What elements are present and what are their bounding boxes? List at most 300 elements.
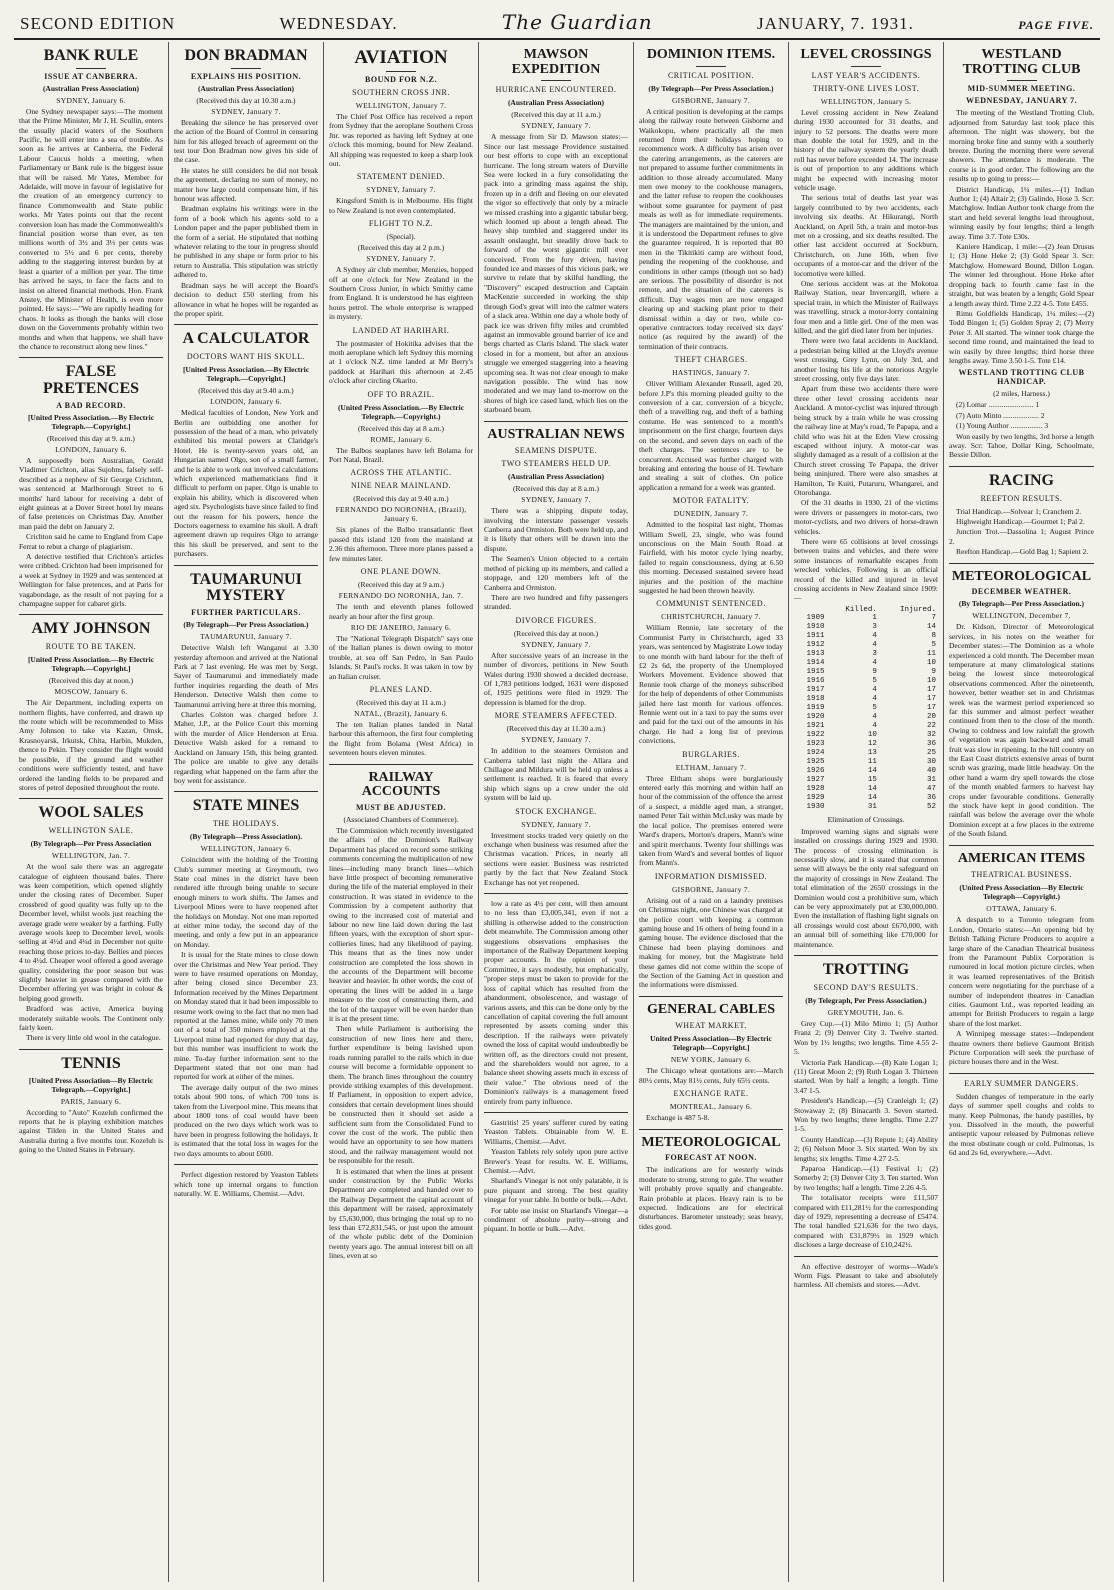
table-row (794, 677, 938, 686)
table-cell-year: 1920 (806, 712, 825, 721)
dateline: OTTAWA, January 6. (986, 904, 1057, 914)
subheadline: TWO STEAMERS HELD UP. (501, 459, 611, 469)
subheadline: SOUTHERN CROSS JNR. (352, 87, 450, 97)
source-line: [United Press Association.—By Electric Telegraph.—Copyright.] (182, 365, 310, 384)
paragraph: Junction Trot.—Dassolina 1; August Prince 2. (949, 527, 1094, 546)
table-cell-killed: 4 (872, 685, 877, 694)
article-bank-rule (19, 48, 163, 351)
source-line: (By Telegraph—Per Press Association (30, 839, 152, 849)
paragraph: Reefton Handicap.—Gold Bag 1; Sapient 2. (956, 547, 1089, 557)
column-rule (19, 614, 163, 615)
divider (1007, 80, 1037, 81)
table-cell-killed: 15 (867, 775, 877, 784)
table-row (794, 623, 938, 632)
article-state-mines (174, 798, 318, 1158)
paragraph: There are two hundred and fifty passengers stranded. (484, 592, 628, 612)
table-cell-killed: 3 (872, 649, 877, 658)
headline: WOOL SALES (38, 804, 144, 822)
article-meteorological-forecast (639, 1136, 783, 1232)
headline: DOMINION ITEMS. (646, 47, 776, 62)
table-cell-injured: 40 (926, 766, 936, 775)
dateline: PARIS, January 6. (60, 1096, 122, 1106)
table-cell-killed: 5 (872, 676, 877, 685)
subheadline: BURGLARIES. (682, 749, 740, 759)
dateline: MONTREAL, January 6. (669, 1102, 753, 1112)
received-line: (Received this day at 9. a.m.) (47, 433, 135, 443)
article-westland-trotting (949, 48, 1094, 460)
subheadline: THE HOLIDAYS. (212, 819, 280, 829)
paragraph: The "National Telegraph Dispatch" says one of the Italian planes is down owing to motor trouble, at sea off San Pedro, in San Paulo Islands, St Paul's rocks. It was taken in tow by an Italian cruiser. (329, 633, 473, 681)
received-line: (Received this day at noon.) (48, 676, 134, 686)
paragraph: The Chief Post Office has received a report from Sydney that the aeroplane Southern Cross Jnr. was reported as having left Sydney at one o'clock this morning, bound for New Zealand. All shipping was requested to keep a sharp look out. (329, 111, 473, 168)
table-cell-year: 1929 (806, 793, 825, 802)
dateline: FERNANDO DO NORONHA, (Brazil), January 6. (335, 505, 467, 524)
table-cell-year: 1913 (806, 649, 825, 658)
subheadline: BOUND FOR N.Z. (365, 74, 437, 84)
subheadline: WELLINGTON SALE. (48, 826, 134, 836)
dateline: SYDNEY, January 7. (521, 735, 591, 745)
article-taumarunui (174, 572, 318, 786)
table-row (794, 722, 938, 731)
table-cell-injured: 47 (926, 784, 936, 793)
paragraph: Investment stocks traded very quietly on the exchange when business was resumed after the Christmas vacation. Prices, in nearly all sections were easier. Business was restricted partly by the fact that New Zealand Stock Exchange has not yet reopened. (484, 830, 628, 887)
table-cell-year: 1919 (806, 703, 825, 712)
subheadline: PLANES LAND. (369, 684, 433, 694)
subheadline: EXPLAINS HIS POSITION. (190, 71, 302, 81)
received-line: (Received this day at 10.30 a.m.) (196, 95, 296, 105)
result-line: (1) Young Author ................. 3 (956, 421, 1049, 431)
column-rule (174, 324, 318, 325)
paragraph: A Sydney air club member, Menzies, hopped off at one o'clock for New Zealand in the Southern Cross Junior, in which Smithy came from England. It is understood he has eighteen hours petrol. The whole enterprise is wrapped in mystery. (329, 265, 473, 322)
received-line: (Received this day at 9 a.m.) (357, 580, 444, 590)
table-row (794, 785, 938, 794)
table-cell-killed: 4 (872, 640, 877, 649)
table-header-killed: Killed. (845, 605, 877, 614)
table-cell-year: 1918 (806, 694, 825, 703)
paragraph: There is very little old wool in the catalogue. (26, 1033, 161, 1043)
dateline: WELLINGTON, Jan. 7. (51, 851, 131, 861)
paragraph: Paparoa Handicap.—(1) Festival 1; (2) Somerby 2; (3) Denver City 3. Ten started. Won by two lengths; half a length. Time 2.26 4-5. (794, 1163, 938, 1192)
paragraph: Dr. Kidson, Director of Meteorological services, in his notes on the weather for December states:—The Dominion as a whole experienced a cold month. The December mean temperature at many climatological stations being the lowest since meteorological observations commenced. After the nineteenth, however, better weather set in and Christmas week was the warmest period experienced so far this summer and almost perfect weather continued from then to the close of the month. Owing to coldness and low rainfall the growth of vegetation was again backward and small fruit was slow in ripening. In the hill country on the East Coast districts extensive areas of burnt scrub was grazing, made little headway. On the other hand a warm dry spell towards the close of the month enabled farmers to harvest hay crops under favourable conditions. Generally the stock have kept in good condition. The rainfall was below the average over the whole Dominion except at a few places in the extreme of the South Island. (949, 622, 1094, 839)
dateline: WELLINGTON, December 7. (972, 611, 1071, 621)
subheadline: INFORMATION DISMISSED. (654, 871, 768, 881)
table-cell-year: 1923 (806, 739, 825, 748)
source-line: [United Press Association.—By Electric Telegraph.—Copyright.] (27, 412, 155, 431)
dateline: ROME, January 6. (370, 434, 432, 444)
paragraph: Medical faculties of London, New York and Berlin are outbidding one another for possession of the head of a man, who privately exhibited his mental powers at Claridge's Hotel. He is twenty-seven years old, an Hungarian named Olgo, son of a small farmer, and he is able to work out involved calculations which experienced mathematicians find it difficult to perform on paper. Olgo is unable to explain his ability, which is discovered when aged six. Psychologists have since failed to find out the reason for his powers, hence the Doctors eagerness to examine his skull. A draft agreement drawn up requires Olgo to arrange this his skull be preserved, and sent to the purchasers. (174, 408, 318, 559)
dateline: LONDON, January 6. (55, 444, 127, 454)
table-row (794, 713, 938, 722)
paragraph: The Commission which recently investigated the affairs of the Dominion's Railway Department has placed on record some striking comments concerning the multiplication of new lines—including many branch lines—which have little prospect of becoming remunerative during the life of the material employed in their construction. It was stated in evidence to the Commission by a competent authority that owing to the increased cost of material and labour no new line laid down during the last fifteen years, with the exception of short spur-collieries lines, had any likelihood of paying. This means that as the lines now under construction are completed the loss shown in the accounts of the Department will become heavier and heavier. In other words, the cost of operating the lines will be added in a large measure to the cost of constructing them, and the lot of the taxpayer will be even harder than it is at the present time. (329, 825, 473, 1024)
column-rule (174, 565, 318, 566)
headline: A CALCULATOR (182, 330, 310, 348)
dateline: GISBORNE, January 7. (671, 95, 751, 105)
table-cell-injured: 17 (926, 703, 936, 712)
source-line: (United Press Association—By Electric Telegraph—Copyright.) (959, 883, 1084, 902)
subheadline: EXCHANGE RATE. (673, 1089, 749, 1099)
paragraph: After successive years of an increase in the number of divorces, petitions in New South Wales during 1930 showed a decided decrease. Of 1,783 petitions lodged, 1631 were disposed of, 1925 petitions were filed in 1929. The depression is blamed for the drop. (484, 650, 628, 707)
dateline: GREYMOUTH, Jan. 6. (827, 1007, 905, 1017)
column-rule (794, 1256, 938, 1257)
table-cell-killed: 4 (872, 694, 877, 703)
divider (696, 66, 726, 67)
headline: TROTTING (822, 961, 910, 979)
column-rule (794, 955, 938, 956)
table-row (794, 767, 938, 776)
column-rule (19, 798, 163, 799)
dateline: WELLINGTON, January 7. (355, 100, 447, 110)
paragraph: William Rennie, late secretary of the Communist Party in Christchurch, aged 33 years, was sentenced by Magistrate Lowe today to one month with hard labour for the theft of £2 2s 6d, the property of the Unemployed Workers Movement. Evidence showed that Rennie took charge of the moneys subscribed for the help of dependents of other Communists jailed here last month for various offences. Rennie went out in a taxi to pay the sums over and paid for the taxi out of the amounts in his charge. He had a long list of previous convictions. (639, 623, 783, 746)
subheadline: DECEMBER WEATHER. (971, 587, 1072, 597)
article-don-bradman (174, 48, 318, 318)
source-line: (Australian Press Association) (197, 83, 295, 93)
paragraph: Of the 31 deaths in 1930, 21 of the victims were drivers or passengers in motor-cars, two motor-cyclists, and two drivers of horse-drawn vehicles. (794, 498, 938, 536)
subheadline: LAST YEAR'S ACCIDENTS. (811, 70, 921, 80)
dateline: MOSCOW, January 6. (54, 687, 128, 697)
table-cell-injured: 31 (926, 775, 936, 784)
table-cell-injured: 5 (931, 640, 936, 649)
table-row (794, 704, 938, 713)
divider (386, 71, 416, 72)
source-line: United Press Association—By Electric Telegraph—Copyright.] (650, 1034, 772, 1053)
source-line: [United Press Association.—By Electric Telegraph.—Copyright.] (27, 655, 155, 674)
headline: METEOROLOGICAL (951, 568, 1092, 584)
column-rule (174, 791, 318, 792)
subheadline: STOCK EXCHANGE. (515, 806, 597, 816)
table-cell-injured: 11 (926, 649, 936, 658)
column-rule (949, 466, 1094, 467)
paragraph: The serious total of deaths last year was largely contributed to by two accidents, each involving six deaths. At Hikurangi, North Auckland, on April 5th, a train and motor-bus met on a crossing, and six deaths resulted. The other last accident occurred at Sockburn, Christchurch, on June 16th, when five occupants of a motor-car and the driver of the locomotive were killed. (794, 193, 938, 278)
dateline: SYDNEY, January 7. (366, 185, 436, 195)
paragraph: The Seamen's Union objected to a certain method of picking up its members, and called a stoppage, and 120 members left of the Canberra and Ormiston. (484, 554, 628, 592)
table-row (794, 740, 938, 749)
paragraph: There were two fatal accidents in Auckland, a pedestrian being killed at the Lloyd's avenue west crossing, Grey Lynn, on July 3rd, and another losing his life at the notorious Argyle street crossing, only five days later. (794, 336, 938, 384)
table-cell-killed: 13 (867, 748, 877, 757)
dateline: HASTINGS, January 7. (672, 368, 750, 378)
table-cell-killed: 14 (867, 784, 877, 793)
dateline: WEDNESDAY, JANUARY 7. (965, 96, 1078, 106)
paragraph: Apart from these two accidents there were three other level crossing accidents near Auckland. A motor-cyclist was injured through being struck by a train while he was crossing the railway line at May's road, Te Papapa, and a child who was hit at the Eden View crossing escaped without injury. A motor-car was slightly damaged as a result of a collision at the Church street crossing Te Papapa, the driver being uninjured. There were also smashes at Hamilton, Te Kuiti, Putaruru, Whangarei, and Otorohanga. (794, 384, 938, 497)
subheadline: ROUTE TO BE TAKEN. (45, 642, 137, 652)
received-line: (Received this day at 11 a.m.) (356, 697, 446, 707)
paragraph: The average daily output of the two mines totals about 900 tons, of which 700 tons is taken from the Liverpool mine. This means that about 1800 tons of coal would have been produced on the two days which work was to have been in progress following the holidays. It is estimated that the total loss in wages for the two days amounts to about £600. (174, 1082, 318, 1158)
accident-table (794, 606, 938, 812)
paragraph-continued: low a rate as 4½ per cent, will then amount to no less than £3,005,341, even if not a shilling is otherwise added to the construction debt meanwhile. The Commission among other suggestions observations emphasises the importance of the Railway Department keeping proper accounts. In the opinion of your Committee, it says modestly, but emphatically, "proper steps must be taken to provide for the loss of capital which has resulted from the abandonment, obsolescence, and wastage of various assets, and this can be done only by the cancellation of capital covering the full amount represented by assets coming under this description. If the railways were privately owned the loss of capital would undoubtedly be written off, as the directors could not present, and the shareholders would not agree, to a balance sheet showing assets much in excess of their value." The obvious need of the Dominion's railways is a management freed entirely from party influence. (484, 899, 628, 1106)
result-line: (2) Lomar ........................ 1 (956, 400, 1040, 410)
paragraph: Bradman explains his writings were in the form of a book which his agents sold to a London paper and the paper published them in the form of a serial. He stipulated that nothing whatever relating to the tour in progress should be published in any shape or form prior to his return to Australia. This stipulation was strictly adhered to. (174, 204, 318, 280)
paragraph: The totalisator receipts were £11,507 compared with £11,281½ for the corresponding day of 1929, representing a decrease of £5474. The total handled £21,636 for the two days, compared with £31,879½ in 1929 which discloses a large decrease of £10,242½. (794, 1193, 938, 1250)
paragraph: Trial Handicap.—Solvear 1; Cranchem 2. (956, 506, 1082, 516)
headline: BANK RULE (43, 47, 139, 64)
table-cell-killed: 4 (872, 658, 877, 667)
paragraph: Grey Cup.—(1) Milo Minto 1; (5) Author Franz 2; (9) Denver City 3. Twelve started. Won by 1½ lengths; two lengths. Time 4.55 2-5. (794, 1018, 938, 1057)
divider (541, 80, 571, 81)
column-3 (324, 42, 479, 1582)
subheadline: WHEAT MARKET. (675, 1021, 747, 1031)
table-cell-injured: 30 (926, 757, 936, 766)
paragraph: Arising out of a raid on a laundry premises on Christmas night, one Chinese was charged at the police court with keeping a common gaming house and 16 others of being found in a gaming house. The evidence disclosed that the Chinese had been playing dominoes and making for money, but the Magistrate held these games did not come within the scope of the Section of the Gaming Act in question and the informations were dismissed. (639, 895, 784, 990)
table-row (794, 803, 938, 812)
headline: GENERAL CABLES (647, 1001, 775, 1017)
source-line: (By Telegraph—Per Press Association.) (183, 620, 309, 630)
table-cell-injured: 52 (926, 802, 936, 811)
headline: RACING (989, 471, 1054, 489)
table-body (794, 614, 938, 812)
date-label: JANUARY, 7. 1931. (756, 14, 914, 33)
paragraph: Improved warning signs and signals were installed on crossings during 1929 and 1930. The process of crossing elimination is necessarily slow, and it is stated that common sense will always be the only real safeguard on the majority of crossings in New Zealand. The total elimination of the 2650 crossings in the Dominion would cost a prohibitive sum, which can be very approximately put at £30,000,000. Even the installation of flashing light signals on all crossings would cost about £670,000, with an annual bill of something like £70,000 for maintenance. (794, 826, 938, 949)
dateline: LONDON, January 6. (210, 397, 282, 407)
received-line: (Received this day at 2 p.m.) (357, 243, 445, 253)
paragraph: Admitted to the hospital last night, Thomas William Swell, 23, single, who was found unconscious on the Main South Road at Fairfield, with his motor cycle lying nearby, failed to regain consciousness, dying at 6.50 this morning. Deceased sustained severe head injuries and the position of the machine suggested he had been thrown heavily. (639, 520, 783, 595)
article-false-pretences (19, 364, 163, 608)
dateline: WELLINGTON, January 6. (200, 844, 292, 854)
headline: METEOROLOGICAL (641, 1134, 781, 1150)
source-line: (By Telegraph, Per Press Association.) (805, 995, 927, 1005)
table-cell-injured: 8 (931, 631, 936, 640)
column-2 (169, 42, 324, 1582)
table-cell-year: 1921 (806, 721, 825, 730)
column-rule (949, 1073, 1094, 1074)
subheadline: DOCTORS WANT HIS SKULL. (186, 352, 306, 362)
article-wool-sales (19, 805, 163, 1043)
source-line: (Australian Press Association) (507, 98, 605, 108)
column-rule (949, 563, 1094, 564)
advertisement: Gastritis! 25 years' sufferer cured by eating Yeaston Tablets. Obtainable from W. E. Williams, Chemist.—Advt. (484, 1117, 628, 1146)
received-line: (Received this day at 9.40 a.m.) (353, 494, 449, 504)
table-cell-year: 1911 (806, 631, 825, 640)
subheadline: THEATRICAL BUSINESS. (971, 870, 1072, 880)
dateline: SYDNEY, January 7. (366, 254, 436, 264)
paragraph: Coincident with the holding of the Trotting Club's summer meeting at Greymouth, two State coal mines in the district have been rendered idle through being unable to secure enough miners to work shifts. The James and Liverpool Mines were to have reopened after the holidays on Monday. Not one man reported at either mine today, the second day of the meeting, and only a few put in an appearance on Monday. (174, 855, 318, 949)
paragraph: Breaking the silence he has preserved over the action of the Board of Control in censuring him for his alleged breach of agreement on the test tour Don Bradman now gives his side of the case. (174, 117, 318, 165)
dateline: NATAL, (Brazil), January 6. (354, 708, 448, 718)
paragraph: Six planes of the Balbo transatlantic fleet passed this island 120 from the mainland at 2.36 this afternoon. Three more planes passed a few minutes later. (329, 525, 473, 563)
table-row (794, 731, 938, 740)
paragraph: Bradman says he will accept the Board's decision to deduct £50 sterling from his allowance in what he hopes will be regarded as the proper spirit. (174, 280, 318, 318)
paragraph: It is usual for the State mines to close down over the Christmas and New Year period. They were to have resumed operations on Monday, after being closed since December 23. Information received by the Mines Department on Monday stated that it had been impossible to resume work owing to the fact that no men had reported at the James mine, while only 70 men out of a total of 350 miners employed at the Liverpool mine had reported for duty that day, but this number was insufficient to work the mine. To-day further information sent to the Department stated that not one man had reported for work at either of the mines. (174, 950, 318, 1082)
received-line: (Received this day at 8 a.m.) (512, 484, 599, 494)
result-line: (7) Auto Minto ................... 2 (956, 410, 1045, 420)
dateline: ELTHAM, January 7. (675, 762, 747, 772)
column-6 (789, 42, 944, 1582)
source-line: (By Telegraph—Press Association). (189, 832, 303, 842)
paragraph: The Balbos seaplanes have left Bolama for Port Natal, Brazil. (329, 445, 473, 465)
table-cell-year: 1909 (806, 613, 825, 622)
paragraph: Detective Walsh left Wanganui at 3.30 yesterday afternoon and arrived at the National Park at 7 last evening. He was met by Sergt. Sayer of Taumarunui and immediately made further inquiries regarding the death of Mrs Henderson. Detective Walsh then come to Taumarunui arriving here at three this morning. (174, 643, 318, 709)
subheadline: COMMUNIST SENTENCED. (656, 599, 766, 609)
paragraph: In addition to the steamers Ormiston and Canberra tabled last night the Allara and Chillagoe and Mildura will be held up unless a settlement is reached. It is feared that every ship which signs up a crew under the old system will be laid up. (484, 746, 628, 803)
received-line: (Received this day at 8 a.m.) (357, 423, 444, 433)
headline: TENNIS (61, 1054, 121, 1072)
column-rule (19, 357, 163, 358)
table-cell-year: 1916 (806, 676, 825, 685)
table-cell-year: 1917 (806, 685, 825, 694)
dateline: DUNEDIN, January 7. (673, 509, 749, 519)
table-row (794, 641, 938, 650)
table-cell-injured: 7 (931, 613, 936, 622)
paragraph: Kaniere Handicap, 1 mile:—(2) Jean Drusus 1; (3) Hone Heke 2; (3) Gold Spear 3. Scr: Matchglow. Homeward Bound, Dillon Logan. The winner led throughout. Hone Heke after dropping back to fourth came fast in the straight, but was beaten by a length; Gold Spear a length away third. Time 2.22 4-5. Tote £455. (949, 242, 1094, 308)
headline: DON BRADMAN (184, 47, 308, 64)
dateline: SYDNEY, January 7. (521, 121, 591, 131)
paragraph: There was a shipping dispute today, involving the interstate passenger vessels Canberra and Ormiston. Both were held up, and it is likely that others will be drawn into the dispute. (484, 506, 628, 553)
table-row (794, 749, 938, 758)
table-cell-killed: 14 (867, 766, 877, 775)
subheadline: ACROSS THE ATLANTIC. (350, 468, 452, 478)
column-rule (484, 421, 628, 422)
paragraph: The Chicago wheat quotations are:—March 80½ cents, May 81½ cents, July 65½ cents. (639, 1066, 783, 1085)
table-header-year (794, 606, 826, 614)
table-row (794, 650, 938, 659)
paragraph: The postmaster of Hokitika advises that the moth aeroplane which left Sydney this morning at 1 o'clock N.Z. time landed at Mr Berry's paddock at Harihari this afternoon at 2.45 o'clock after circling Okarito. (329, 338, 473, 386)
article-australian-news (484, 428, 628, 887)
dateline: NEW YORK, January 6. (670, 1055, 752, 1065)
headline: AUSTRALIAN NEWS (487, 426, 625, 442)
table-cell-year: 1910 (806, 622, 825, 631)
headline: AMERICAN ITEMS (957, 850, 1086, 866)
subheadline: FURTHER PARTICULARS. (191, 608, 301, 618)
table-subheading: Elimination of Crossings. (827, 814, 905, 824)
paragraph: The Air Department, including experts on northern flights, have conferred, and drawn up the route which will be recommended to Miss Amy Johnson to take via Kazan, Omsk, Krasnoyarsk, Irkutsk, Chita, Harbin, Mukden, thence to Pekin. They consider the flight would be possible, if the ground and weather conditions were sufficiently tested, and have ordered the landing fields to be prepared and stores of petrol deposited throughout the route. (19, 698, 163, 792)
paragraph: One serious accident was at the Mokotua Railway Station, near Invercargill, where a special train, in which the Minister of Railways was travelling, struck a motor-lorry containing four men and a little girl. One of the men was killed, and the girl died later from her injuries. (794, 279, 938, 336)
article-trotting (794, 962, 938, 1250)
source-line: (Special). (386, 232, 416, 242)
paragraph: The indications are for westerly winds moderate to strong, strong to gale. The weather will probably prove squally and changeable. Rain probable at places. Heavy rain is to be expected. Indications are for electrical disturbances. Barometer unsteady; seas heavy, tides good. (639, 1165, 783, 1231)
paragraph: Won easily by two lengths, 3rd horse a length away. Scr: Tahoe, Dollar King, Schoolmate, Bessie Dillon. (949, 431, 1094, 460)
table-cell-killed: 12 (867, 739, 877, 748)
paragraph: He states he still considers he did not break the agreement, declaring no sum of money, no matter how large could compensate him, if his honour was affected. (174, 165, 318, 204)
subheadline: DIVORCE FIGURES. (515, 615, 597, 625)
paragraph: Crichton said he came to England from Cape Ferrat to rebut a charge of plagiarism. (19, 532, 163, 551)
table-cell-injured: 32 (926, 730, 936, 739)
source-line: (By Telegraph—Per Press Association.) (648, 83, 774, 93)
table-cell-injured: 36 (926, 793, 936, 802)
article-railway-accounts (329, 771, 473, 1261)
paragraph: Victoria Park Handicap.—(8) Kate Logan 1; (11) Great Moon 2; (9) Ruth Logan 3. Thirteen started. Won by half a length; a length. Time 3.47 1-5. (794, 1057, 938, 1095)
paragraph: County Handicap.—(3) Repute 1; (4) Ability 2; (6) Nelson Moor 3. Six started. Won by six lengths; six lengths. Time 4.27 2-5. (794, 1134, 938, 1163)
advertisement: Perfect digestion restored by Yeaston Tablets which tone up internal organs to function naturally. W. E. Williams, Chemist.—Advt. (174, 1170, 318, 1198)
dateline: SYDNEY, January 6. (56, 95, 126, 105)
dateline: WELLINGTON, January 5. (820, 96, 912, 106)
article-dominion-items (639, 48, 783, 990)
subheadline: FLIGHT TO N.Z. (368, 219, 434, 229)
headline: WESTLAND TROTTING CLUB (962, 47, 1081, 77)
source-line: [United Press Association—By Electric Telegraph.—Copyright.] (28, 1075, 154, 1094)
subheadline: LANDED AT HARIHARI. (352, 325, 450, 335)
table-cell-year: 1925 (806, 757, 825, 766)
column-rule (639, 1129, 783, 1130)
paragraph: Level crossing accident in New Zealand during 1930 accounted for 31 deaths, and injury to 52 persons. The deaths were more than double the total for 1929, and in the history of the railway system the yearly death roll has never before exceeded 14. The increase is out of proportion to any additions which might be expected with increasing motor vehicle usage. (794, 107, 938, 192)
subheadline: THEFT CHARGES. (674, 355, 748, 365)
table-cell-year: 1928 (806, 784, 825, 793)
subheadline: REEFTON RESULTS. (980, 493, 1063, 503)
paragraph: A message from Sir D. Mawson states:—Since our last message Providence sustained our best efforts to cope with an exceptional hurricane. The long stream waters of Durville Sea were locked in a fury consolidating the pack into a grinding mass against the ship, frozen up in a drift and fleeing on our elevated the vigor so effectively that only by a miracle we missed crashing into a gigantic tabular berg, which loomed up about a length ahead. The heavy ship tumbled and staggered under its assault onslaught, but steadily drove back to forward of the worst gigantic mill ever conceived. From the fury driven, having founded ice and masses of this vicious park, we survive to relate that by skilful handling, the "Discovery" escaped destruction and Captain MacKenzie succeeded in working the ship through God's great will into the calmer waters of a slack area. Within one day a whole body of pack ice was driven fifty miles and crumbled against an immovable ground barrier of ice and bergs charted as Claris Island. The slack water closed in for a moment, but after an anxious struggle we emerged staggering into a heaving upcoming sea. It was not clear enough to make navigation possible. The wind has now moderated and we may land to-morrow on the shores of high ice cased land, which lies on the starboard beam. (484, 132, 628, 415)
table-row (794, 758, 938, 767)
table-cell-killed: 4 (872, 631, 877, 640)
table-cell-injured: 22 (926, 721, 936, 730)
subheadline: THIRTY-ONE LIVES LOST. (812, 83, 920, 93)
subheadline: NINE NEAR MAINLAND. (351, 481, 451, 491)
paragraph: Highweight Handicap.—Gourmet 1; Pal 2. (956, 516, 1085, 526)
table-header-injured: Injured. (899, 605, 936, 614)
source-line: (By Telegraph—Per Press Association.) (958, 599, 1085, 609)
table-cell-killed: 11 (867, 757, 877, 766)
article-general-cables (639, 1003, 783, 1123)
dateline: SYDNEY, January 7. (521, 639, 591, 649)
table-cell-year: 1927 (806, 775, 825, 784)
table-row (794, 794, 938, 803)
subheadline: A BAD RECORD. (56, 400, 126, 410)
subheadline: SECOND DAY'S RESULTS. (813, 982, 919, 992)
table-cell-killed: 9 (872, 667, 877, 676)
column-rule (484, 1112, 628, 1113)
article-aviation (329, 48, 473, 758)
subheadline: MOTOR FATALITY. (672, 496, 750, 506)
table-cell-year: 1926 (806, 766, 825, 775)
subheadline: MID-SUMMER MEETING. (967, 84, 1076, 94)
table-cell-injured: 10 (926, 658, 936, 667)
table-row (794, 614, 938, 623)
column-7 (944, 42, 1099, 1582)
paragraph: Rimu Goldfields Handicap, 1¼ miles:—(2) Todd Bingen 1; (5) Golden Spray 2; (7) Merry Peter 3. All started. The winner took charge the second time round, and maintained the lead to win easily by three lengths; third horse three lengths away. Time 3.50 1-5. Tote £14. (949, 308, 1094, 365)
table-cell-year: 1912 (806, 640, 825, 649)
received-line: (Received this day at 11.30 a.m.) (506, 724, 606, 734)
headline: AMY JOHNSON (31, 620, 151, 638)
paragraph: At the wool sale there was an aggregate catalogue of eighteen thousand bales. There was keen competition, which opened slightly under the closing rates of December. Super crossbred of good quality was fully up to the December level, whilst wools just reaching the average grade were weaker by a farthing. Fully average wools keep to December level, wools selling at 4½d and 4¼d in December not quite reaching those prices to-day. Bellies and pieces 4 to 4½d. Cheaper wool offered a good average quality, considering the poor season but was slightly heavier in grease compared with the December offering yet was bright in colour & helping good growth. (19, 862, 163, 1003)
advertisement: Sharland's Vinegar is not only palatable, it is pure piquant and strong. The best quality vinegar for your table. In bottle or bulk.—Advt. (484, 1176, 628, 1205)
advertisement: For table use insist on Sharland's Vinegar—a condiment of absolute purity—strong and piquant. In bottle or bulk.—Advt. (484, 1205, 628, 1234)
column-1 (14, 42, 169, 1582)
source-line: (Associated Chambers of Commerce). (343, 814, 459, 824)
subheadline: ONE PLANE DOWN. (360, 567, 442, 577)
dateline: GISBORNE, January 7. (671, 884, 751, 894)
subheadline: OFF TO BRAZIL. (367, 389, 435, 399)
advertisement: Sudden changes of temperature in the early days of summer spell coughs and colds to many. Keep Pulmonas, the handy pastilles, by you. Dissolved in the mouth, the powerful antiseptic vapour released by Pulmonas relieve the most obstinate cough or cold. Pulmonas, 1s 6d and 2s 6d, everywhere.—Advt. (949, 1091, 1094, 1158)
table-row (794, 668, 938, 677)
dateline: SYDNEY, January 7. (521, 819, 591, 829)
divider (231, 68, 261, 69)
table-cell-year: 1924 (806, 748, 825, 757)
column-4 (479, 42, 634, 1582)
received-line: (Received this day at noon.) (513, 628, 599, 638)
edition-label: SECOND EDITION (20, 14, 176, 33)
subheadline: CRITICAL POSITION. (667, 70, 755, 80)
table-cell-year: 1930 (806, 802, 825, 811)
headline: FALSE PRETENCES (42, 363, 140, 398)
divider (76, 68, 106, 69)
divider (851, 66, 881, 67)
subheadline: FORECAST AT NOON. (665, 1153, 757, 1163)
paragraph: A Winnipeg message states:—Independent theatre owners there believe Gaumont British Picture Corporation will seek the purchase of picture houses there and in the West. (949, 1029, 1094, 1067)
columns (14, 42, 1100, 1582)
paragraph: A detective testified that Crichton's articles were cribbed. Crichton had been imprisoned for a week at Sydney in 1929 and was sentenced at Wellington for false pretences, and at Paris for vagabondage, as the result of not paying for a champagne supper for cabaret girls. (19, 552, 163, 609)
paragraph: President's Handicap.—(5) Cranleigh 1; (2) Stowaway 2; (8) Binacarth 3. Seven started. Won by two lengths; three lengths. Time 2.27 1-5. (794, 1096, 938, 1134)
advertisement-early-summer (949, 1079, 1094, 1158)
headline: AVIATION (354, 47, 448, 68)
received-line: (Received this day at 11 a.m.) (511, 110, 601, 120)
paragraph: Three Eltham shops were burglariously entered early this morning and within half an hour of the commission of the offence the arrest of a suspect, a middle aged man, a stranger, named Peter Tait within McLusky was made by the local police. The premises entered were Ward's drapers, Morton's drapers, Mann's wine and spirit merchants. Twenty four shillings was taken from Ward's and several bottles of liquor from Mann's. (639, 773, 783, 868)
paragraph: A despatch to a Toronto telegram from London, Ontario states:—An opening bid by British Talking Picture Producers to acquire a large share of the Canadian Theatrical business from the Paramount Publix Corporation is rumoured in local motion picture circles, when it was learned representatives of the British concern were negotiating for the purchase of a number of independent theatres in Canadian cities. Gaumont Ltd., was reported leading an attempt for British Producers to regain a large share of the lost market. (949, 915, 1094, 1028)
paragraph: Then while Parliament is authorising the construction of new lines here and there, further expenditure is being lavished upon roads running parallel to the rails which in due course will become a formidable opponent to them. The branch lines throughout the country provide striking examples of this development. If Parliament, in opposition to expert advice, considers that certain development lines should be constructed then it should set aside a sufficient sum from the Consolidated Fund to cover the cost of the work. The public then would have an opportunity to see how matters stood, and the railway management would not be responsible for the result. (329, 1024, 473, 1166)
article-meteorological-december (949, 570, 1094, 839)
article-calculator (174, 331, 318, 558)
advertisement: Yeaston Tablets rely solely upon pure active Brewer's Yeast for results. W. E. Williams, Chemist.—Advt. (484, 1147, 628, 1175)
masthead (14, 10, 1100, 40)
table-cell-killed: 1 (872, 613, 877, 622)
table-row (794, 659, 938, 668)
paper-title: The Guardian (501, 10, 653, 34)
subheadline: MUST BE ADJUSTED. (356, 802, 446, 812)
subheadline: SEAMENS DISPUTE. (514, 446, 598, 456)
